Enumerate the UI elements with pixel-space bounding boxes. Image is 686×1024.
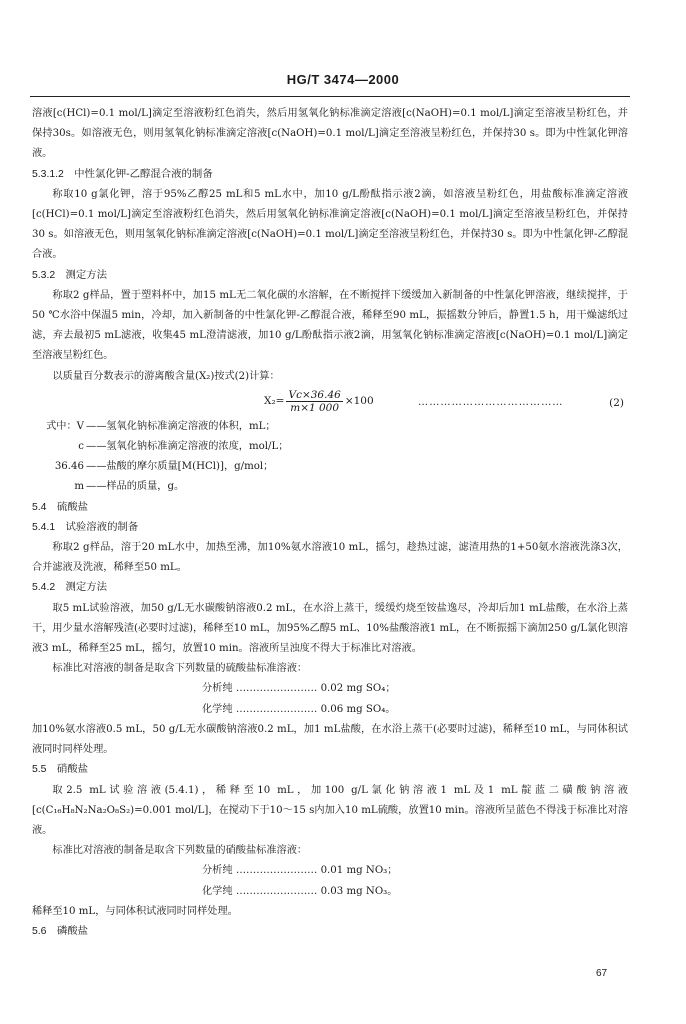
- heading-5-3-2: 5.3.2 测定方法: [32, 269, 108, 281]
- definition-row: [32, 417, 628, 437]
- paragraph-5-4-2-standard: 标准比对溶液的制备是取含下列数量的硫酸盐标准溶液：: [52, 663, 308, 675]
- formula-2: [32, 387, 628, 417]
- standard-leaders: ……………………: [235, 683, 318, 695]
- formula-tail: ×100: [344, 395, 374, 408]
- definition-text: ——样品的质量，g。: [86, 481, 185, 493]
- definition-text: ——氢氧化钠标准滴定溶液的浓度，mol/L；: [86, 441, 289, 453]
- standard-grade: 分析纯: [202, 865, 233, 877]
- standard-line: [202, 861, 628, 881]
- standard-value: 0.03 mg NO₃。: [320, 885, 398, 897]
- formula-leaders: …………………………………: [418, 396, 564, 408]
- formula-fraction: [286, 389, 342, 414]
- paragraph-5-4-2: 取5 mL试验溶液，加50 g/L无水碳酸钠溶液0.2 mL，在水浴上蒸干，缓缓灼烧至铵盐逸尽，冷却后加1 mL盐酸，在水浴上蒸干，用少量水溶解残渣(必要时过滤)，稀释至10 mL，加95%乙醇5 mL、10%盐酸溶液1 mL，在不断振摇下滴加250 g/L氯化钡溶液3 mL，稀释至25 mL，摇匀，放置10 min。溶液所呈浊度不得大于标准比对溶液。: [32, 602, 628, 655]
- header-rule: [30, 96, 630, 97]
- heading-5-6: 5.6 磷酸盐: [32, 925, 89, 937]
- definition-text: ——氢氧化钠标准滴定溶液的体积，mL；: [86, 420, 276, 432]
- paragraph-5-5-treatment: 稀释至10 mL，与同体积试液同时同样处理。: [32, 905, 238, 917]
- formula-numerator: Vc×36.46: [288, 388, 341, 401]
- formula-denominator: m×1 000: [290, 401, 340, 414]
- definition-symbol: 式中：V: [46, 420, 84, 432]
- definition-row: [32, 457, 628, 477]
- paragraph-5-4-2-treatment: 加10%氨水溶液0.5 mL，50 g/L无水碳酸钠溶液0.2 mL，加1 mL盐酸，在水浴上蒸干(必要时过滤)，稀释至10 mL，与同体积试液同时同样处理。: [32, 723, 628, 756]
- definition-symbol: m: [74, 481, 84, 493]
- standard-grade: 化学纯: [202, 703, 233, 715]
- paragraph-5-5-standard: 标准比对溶液的制备是取含下列数量的硝酸盐标准溶液：: [52, 845, 308, 857]
- definition-text: ——盐酸的摩尔质量[M(HCl)]，g/mol；: [86, 461, 274, 473]
- standard-value: 0.06 mg SO₄。: [320, 703, 396, 715]
- paragraph-5-5: 取2.5 mL试验溶液(5.4.1)，稀释至10 mL，加100 g/L氯化钠溶液1 mL及1 mL靛蓝二磺酸钠溶液[c(C₁₆H₈N₂Na₂O₈S₂)=0.001 mol/L]，在搅动下于10～15 s内加入10 mL硫酸，放置10 min。溶液所呈蓝色不得浅于标准比对溶液。: [32, 784, 628, 836]
- heading-5-4-2: 5.4.2 测定方法: [32, 582, 108, 594]
- standard-leaders: ……………………: [235, 885, 318, 897]
- heading-5-3-1-2: 5.3.1.2 中性氯化钾-乙醇混合液的制备: [32, 168, 213, 180]
- standard-grade: 分析纯: [202, 683, 233, 695]
- definition-row: [32, 477, 628, 497]
- heading-5-5: 5.5 硝酸盐: [32, 764, 89, 776]
- formula-lhs: X₂=: [264, 395, 285, 408]
- page-number: 67: [596, 968, 608, 979]
- definition-row: [32, 437, 628, 457]
- paragraph-5-3-1-2: 称取10 g氯化钾，溶于95%乙醇25 mL和5 mL水中，加10 g/L酚酞指示液2滴，如溶液呈粉红色，用盐酸标准滴定溶液[c(HCl)=0.1 mol/L]滴定至溶液粉红色消失，然后用氢氧化钠标准滴定溶液[c(NaOH)=0.1 mol/L]滴定至溶液呈粉红色，并保持30 s。如溶液无色，则用氢氧化钠标准滴定溶液[c(NaOH)=0.1 mol/L]滴定至溶液呈粉红色，并保持30 s。即为中性氯化钾-乙醇混合液。: [32, 188, 628, 261]
- standard-value: 0.01 mg NO₃；: [320, 865, 398, 877]
- standard-leaders: ……………………: [235, 865, 318, 877]
- heading-5-4: 5.4 硫酸盐: [32, 501, 89, 513]
- standard-line: [202, 882, 628, 902]
- standard-leaders: ……………………: [235, 703, 318, 715]
- standard-line: [202, 700, 628, 720]
- heading-5-4-1: 5.4.1 试验溶液的制备: [32, 521, 139, 533]
- paragraph-5-3-2: 称取2 g样品，置于塑料杯中，加15 mL无二氧化碳的水溶解，在不断搅拌下缓缓加入新制备的中性氯化钾溶液，继续搅拌，于50 ℃水浴中保温5 min，冷却，加入新制备的中性氯化钾-乙醇混合液，稀释至90 mL，振摇数分钟后，静置1.5 h，用干燥滤纸过滤，弃去最初5 mL滤液，收集45 mL澄清滤液，加10 g/L酚酞指示液2滴，用氢氧化钠标准滴定溶液[c(NaOH)=0.1 mol/L]滴定至溶液呈粉红色。: [32, 289, 628, 362]
- paragraph-5-4-1: 称取2 g样品，溶于20 mL水中，加热至沸，加10%氨水溶液10 mL，摇匀，趁热过滤，滤渣用热的1+50氨水溶液洗涤3次，合并滤液及洗液，稀释至50 mL。: [32, 542, 628, 574]
- standard-grade: 化学纯: [202, 885, 233, 897]
- definition-symbol: c: [78, 441, 84, 453]
- standard-value: 0.02 mg SO₄；: [320, 683, 396, 695]
- formula-intro: 以质量百分数表示的游离酸含量(X₂)按式(2)计算：: [52, 370, 280, 382]
- document-body: [32, 104, 628, 942]
- definition-symbol: 36.46: [54, 461, 84, 473]
- paragraph-continued: 溶液[c(HCl)=0.1 mol/L]滴定至溶液粉红色消失，然后用氢氧化钠标准滴定溶液[c(NaOH)=0.1 mol/L]滴定至溶液呈粉红色，并保持30s。如溶液无色，则用氢氧化钠标准滴定溶液[c(NaOH)=0.1 mol/L]滴定至溶液呈粉红色，并保持30 s。即为中性氯化钾溶液。: [32, 108, 628, 160]
- page-header: HG/T 3474—2000: [286, 72, 400, 87]
- formula-expression: [264, 389, 374, 414]
- formula-number: (2): [609, 396, 624, 409]
- standard-line: [202, 679, 628, 699]
- variable-definitions: [32, 417, 628, 498]
